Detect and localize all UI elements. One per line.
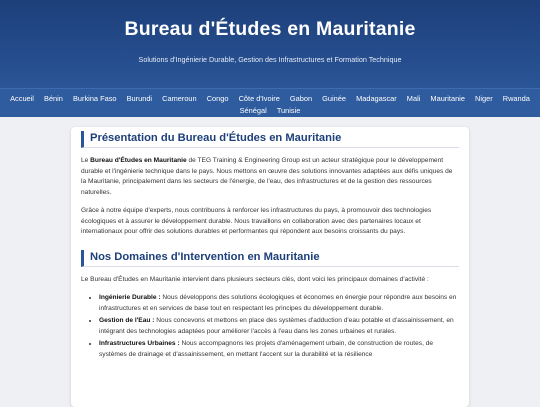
presentation-paragraph-1 <box>81 156 459 198</box>
main-content <box>71 127 469 407</box>
nav-item-mali[interactable]: Mali <box>406 94 421 103</box>
list-item-text: Nous développons des solutions écologiques et économes en énergie pour répondre aux besoins en infrastructures et en services de base tout en respectant les principes du développement durable. <box>99 294 457 312</box>
nav-item-accueil[interactable]: Accueil <box>10 94 34 103</box>
nav-item-rwanda[interactable]: Rwanda <box>502 94 530 103</box>
nav-item-benin[interactable]: Bénin <box>44 94 63 103</box>
nav-item-burkina-faso[interactable]: Burkina Faso <box>72 94 117 103</box>
nav-item-senegal[interactable]: Sénégal <box>239 106 267 115</box>
list-item <box>99 339 459 360</box>
presentation-paragraph-2: Grâce à notre équipe d'experts, nous contribuons à renforcer les infrastructures du pays, à promouvoir des technologies écologiques et à assurer le développement durable. Nous travaillons en collaboration avec des partenaires locaux et internationaux pour offrir des solutions durables et performantes qui répondent aux besoins croissants du pays. <box>81 207 432 235</box>
section-heading-presentation: Présentation du Bureau d'Études en Mauritanie <box>81 131 459 148</box>
nav-item-niger[interactable]: Niger <box>475 94 493 103</box>
list-item-text: Nous concevons et mettons en place des systèmes d'adduction d'eau potable et d'assainissement, en intégrant des technologies adaptées pour améliorer l'accès à l'eau dans les zones urbaines et rurales. <box>99 317 454 335</box>
nav-item-madagascar[interactable]: Madagascar <box>356 94 397 103</box>
main-nav <box>0 88 540 117</box>
nav-item-congo[interactable]: Congo <box>206 94 229 103</box>
section-heading-domaines: Nos Domaines d'Intervention en Mauritanie <box>81 250 459 267</box>
list-item <box>99 293 459 314</box>
p1-prefix: Le <box>81 157 91 164</box>
p1-bold-name: Bureau d'Études en Mauritanie <box>90 157 187 164</box>
nav-item-mauritanie[interactable]: Mauritanie <box>430 94 465 103</box>
nav-item-cote-divoire[interactable]: Côte d'Ivoire <box>238 94 280 103</box>
list-item <box>99 316 459 337</box>
nav-item-gabon[interactable]: Gabon <box>289 94 313 103</box>
list-item-title: Ingénierie Durable : <box>99 294 161 301</box>
nav-item-burundi[interactable]: Burundi <box>126 94 153 103</box>
nav-item-cameroun[interactable]: Cameroun <box>162 94 197 103</box>
domaines-list <box>81 293 459 360</box>
p1-rest: de TEG Training & Engineering Group est un acteur stratégique pour le développement durable et l'ingénierie technique dans le pays. Nous mettons en œuvre des solutions innovantes adaptées aux défis uniques de la Mauritanie, principalement dans les secteurs de l'énergie, de l'eau, des infrastructures et de la gestion des ressources naturelles. <box>81 157 453 196</box>
nav-item-guinee[interactable]: Guinée <box>322 94 346 103</box>
list-item-title: Gestion de l'Eau : <box>99 317 155 324</box>
site-title: Bureau d'Études en Mauritanie <box>124 18 416 40</box>
site-header <box>0 0 540 88</box>
list-item-text: Nous accompagnons les projets d'aménagement urbain, de construction de routes, de systèmes de drainage et d'assainissement, en mettant l'accent sur la durabilité et la résilience <box>99 340 434 358</box>
domaines-intro: Le Bureau d'Études en Mauritanie intervient dans plusieurs secteurs clés, dont voici les principaux domaines d'activité : <box>81 275 429 283</box>
site-subtitle: Solutions d'Ingénierie Durable, Gestion des Infrastructures et Formation Technique <box>138 55 402 64</box>
nav-item-tunisie[interactable]: Tunisie <box>276 106 301 115</box>
list-item-title: Infrastructures Urbaines : <box>99 340 180 347</box>
